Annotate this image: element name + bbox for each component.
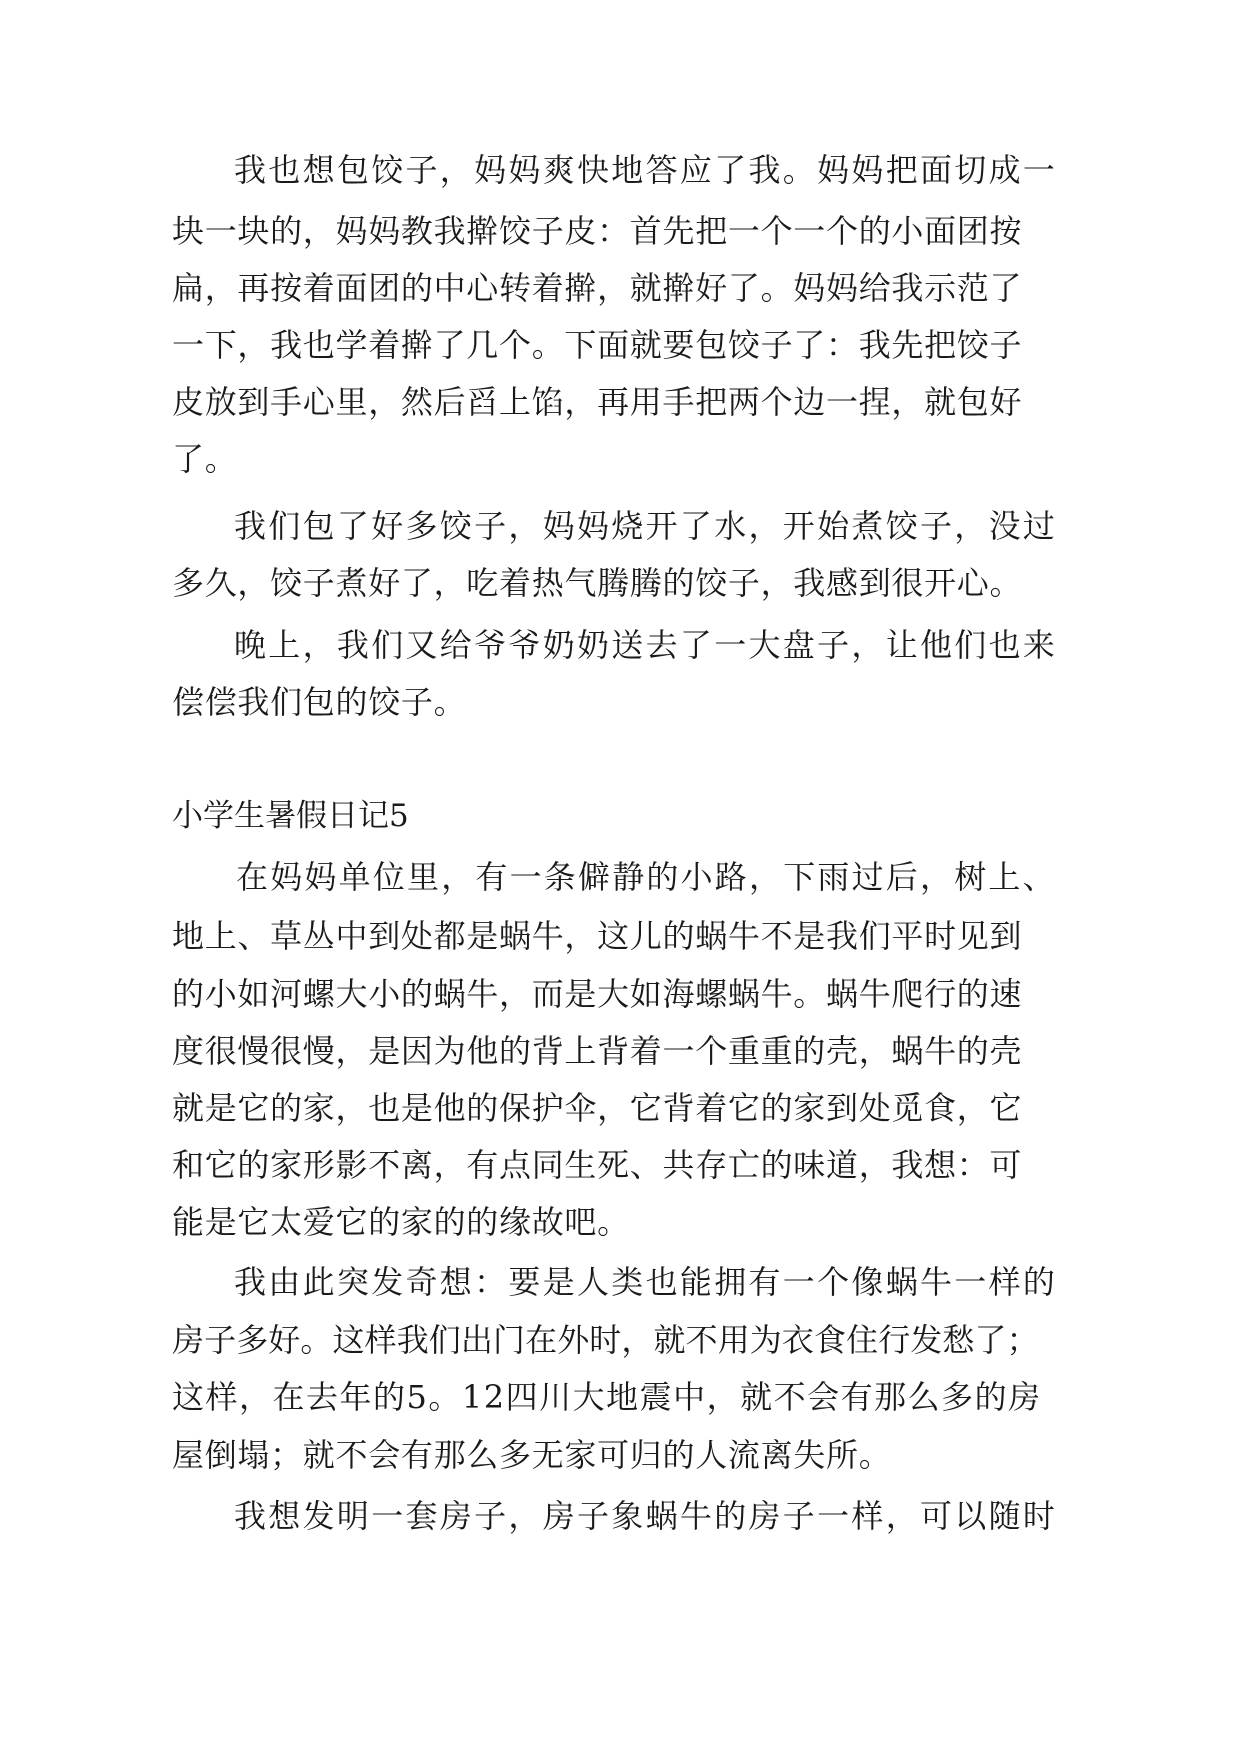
document-page: 我也想包饺子，妈妈爽快地答应了我。妈妈把面切成一 块一块的，妈妈教我擀饺子皮：首先把一个一个的小面团按 扁，再按着面团的中心转着擀，就擀好了。妈妈给我示范了 一下，我也学着擀了几个。下面就要包饺子了：我先把饺子 皮放到手心里，然后舀上馅，再用手把两个边一捏，就包好 了。 我们包了好多饺子，妈妈烧开了水，开始煮饺子，没过 多久，饺子煮好了，吃着热气腾腾的饺子，我感到很开心。 晚上，我们又给爷爷奶奶送去了一大盘子，让他们也来 偿偿我们包的饺子。 小学生暑假日记5 在妈妈单位里，有一条僻静的小路，下雨过后，树上、 地上、草丛中到处都是蜗牛，这儿的蜗牛不是我们平时见到 的小如河螺大小的蜗牛，而是大如海螺蜗牛。蜗牛爬行的速 度很慢很慢，是因为他的背上背着一个重重的壳，蜗牛的壳 就是它的家，也是他的保护伞，它背着它的家到处觅食，它 和它的家形影不离，有点同生死、共存亡的味道，我想：可 能是它太爱它的家的的缘故吧。 我由此突发奇想：要是人类也能拥有一个像蜗牛一样的 房子多好。这样我们出门在外时，就不用为衣食住行发愁了； 这样，在去年的5。12四川大地震中，就不会有那么多的房 屋倒塌；就不会有那么多无家可归的人流离失所。 我想发明一套房子，房子象蜗牛的房子一样，可以随时 xyxy=(172,151,1058,1535)
